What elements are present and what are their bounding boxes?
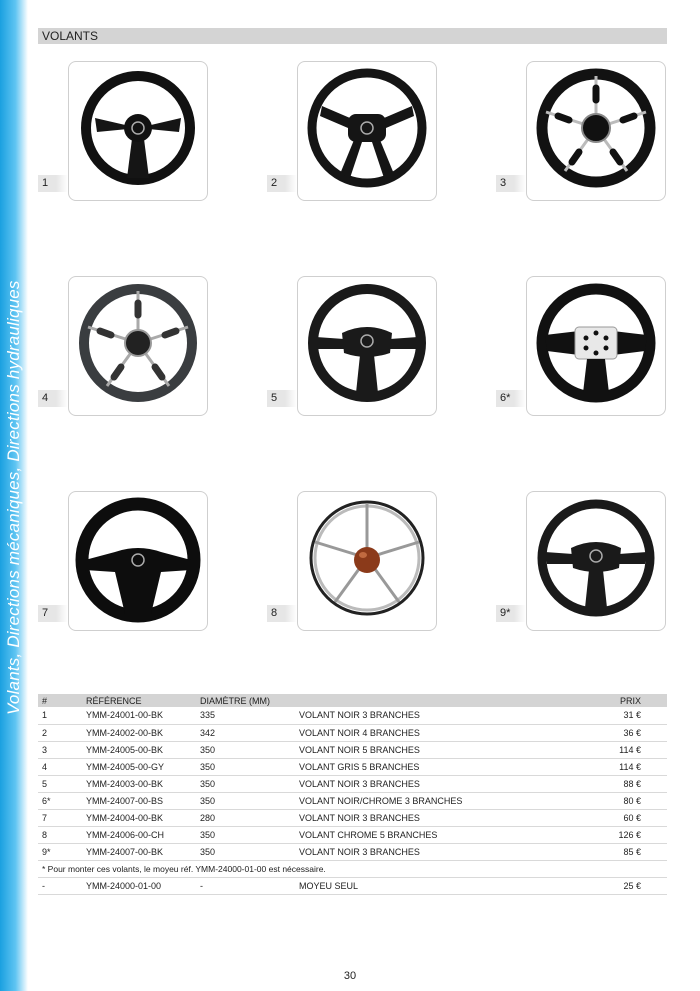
table-cell: VOLANT GRIS 5 BRANCHES <box>295 758 585 775</box>
table-row <box>38 792 667 809</box>
table-row <box>38 741 667 758</box>
column-header <box>295 694 585 707</box>
table-cell: MOYEU SEUL <box>295 877 585 894</box>
steering-wheel-5-spoke-chrome-icon <box>297 491 437 631</box>
table-cell: YMM-24007-00-BS <box>82 792 196 809</box>
table-row <box>38 775 667 792</box>
sidebar-band <box>0 0 28 991</box>
table-cell: 9* <box>38 843 82 860</box>
table-cell: VOLANT NOIR 3 BRANCHES <box>295 707 585 724</box>
table-cell: YMM-24003-00-BK <box>82 775 196 792</box>
product-number: 3 <box>496 175 526 192</box>
product-number: 4 <box>38 390 68 407</box>
table-cell: 126 € <box>585 826 667 843</box>
steering-wheel-3-spoke-black-icon <box>68 491 208 631</box>
table-cell: 350 <box>196 843 295 860</box>
table-cell: YMM-24001-00-BK <box>82 707 196 724</box>
table-row <box>38 843 667 860</box>
column-header: DIAMÈTRE (MM) <box>196 694 295 707</box>
table-cell: 350 <box>196 775 295 792</box>
steering-wheel-5-spoke-black-icon <box>526 61 666 201</box>
section-title: VOLANTS <box>38 28 667 44</box>
table-cell: YMM-24000-01-00 <box>82 877 196 894</box>
table-cell: VOLANT CHROME 5 BRANCHES <box>295 826 585 843</box>
product-number: 8 <box>267 605 297 622</box>
table-cell: 350 <box>196 741 295 758</box>
table-note-row <box>38 860 667 877</box>
table-cell: 1 <box>38 707 82 724</box>
product-card-4[interactable] <box>38 276 178 416</box>
table-cell: - <box>196 877 295 894</box>
table-cell: 114 € <box>585 758 667 775</box>
steering-wheel-3-spoke-black-icon <box>297 276 437 416</box>
product-card-9[interactable] <box>496 491 636 631</box>
table-footnote: * Pour monter ces volants, le moyeu réf. YMM-24000-01-00 est nécessaire. <box>38 860 667 877</box>
table-cell: 3 <box>38 741 82 758</box>
product-number: 7 <box>38 605 68 622</box>
table-cell: YMM-24004-00-BK <box>82 809 196 826</box>
table-cell: 36 € <box>585 724 667 741</box>
column-header: # <box>38 694 82 707</box>
table-cell: 8 <box>38 826 82 843</box>
steering-wheel-3-spoke-black-icon <box>68 61 208 201</box>
table-row <box>38 826 667 843</box>
table-cell: VOLANT NOIR 3 BRANCHES <box>295 775 585 792</box>
table-cell: 80 € <box>585 792 667 809</box>
table-cell: VOLANT NOIR/CHROME 3 BRANCHES <box>295 792 585 809</box>
product-number: 5 <box>267 390 297 407</box>
product-card-7[interactable] <box>38 491 178 631</box>
product-card-1[interactable] <box>38 61 178 201</box>
table-cell: 2 <box>38 724 82 741</box>
column-header: RÉFÉRENCE <box>82 694 196 707</box>
sidebar-title: Volants, Directions mécaniques, Directions hydrauliques <box>4 280 23 715</box>
table-row <box>38 707 667 724</box>
table-cell: 25 € <box>585 877 667 894</box>
table-cell: 350 <box>196 826 295 843</box>
table-cell: 6* <box>38 792 82 809</box>
table-cell: VOLANT NOIR 4 BRANCHES <box>295 724 585 741</box>
table-cell: 85 € <box>585 843 667 860</box>
product-card-5[interactable] <box>267 276 407 416</box>
product-card-8[interactable] <box>267 491 407 631</box>
table-cell: 350 <box>196 758 295 775</box>
table-cell: 5 <box>38 775 82 792</box>
table-cell: VOLANT NOIR 5 BRANCHES <box>295 741 585 758</box>
steering-wheel-3-spoke-chrome-icon <box>526 276 666 416</box>
table-cell: 4 <box>38 758 82 775</box>
table-cell: VOLANT NOIR 3 BRANCHES <box>295 809 585 826</box>
column-header: PRIX <box>585 694 667 707</box>
table-row <box>38 758 667 775</box>
table-cell: 280 <box>196 809 295 826</box>
product-card-6[interactable] <box>496 276 636 416</box>
page-number: 30 <box>343 970 357 982</box>
table-cell: VOLANT NOIR 3 BRANCHES <box>295 843 585 860</box>
table-cell: YMM-24002-00-BK <box>82 724 196 741</box>
steering-wheel-4-spoke-black-icon <box>297 61 437 201</box>
table-cell: 114 € <box>585 741 667 758</box>
table-cell: YMM-24007-00-BK <box>82 843 196 860</box>
product-number: 6* <box>496 390 526 407</box>
product-card-2[interactable] <box>267 61 407 201</box>
table-cell: 335 <box>196 707 295 724</box>
product-table <box>38 694 667 895</box>
product-card-3[interactable] <box>496 61 636 201</box>
table-header-row <box>38 694 667 707</box>
table-row <box>38 724 667 741</box>
table-cell: - <box>38 877 82 894</box>
product-number: 1 <box>38 175 68 192</box>
steering-wheel-3-spoke-black-icon <box>526 491 666 631</box>
table-cell: 88 € <box>585 775 667 792</box>
table-cell: 7 <box>38 809 82 826</box>
table-cell: 342 <box>196 724 295 741</box>
table-cell: 60 € <box>585 809 667 826</box>
table-cell: 31 € <box>585 707 667 724</box>
table-row <box>38 809 667 826</box>
table-cell: 350 <box>196 792 295 809</box>
table-cell: YMM-24005-00-BK <box>82 741 196 758</box>
table-cell: YMM-24005-00-GY <box>82 758 196 775</box>
table-cell: YMM-24006-00-CH <box>82 826 196 843</box>
product-number: 2 <box>267 175 297 192</box>
steering-wheel-5-spoke-grey-icon <box>68 276 208 416</box>
product-number: 9* <box>496 605 526 622</box>
table-row <box>38 877 667 894</box>
